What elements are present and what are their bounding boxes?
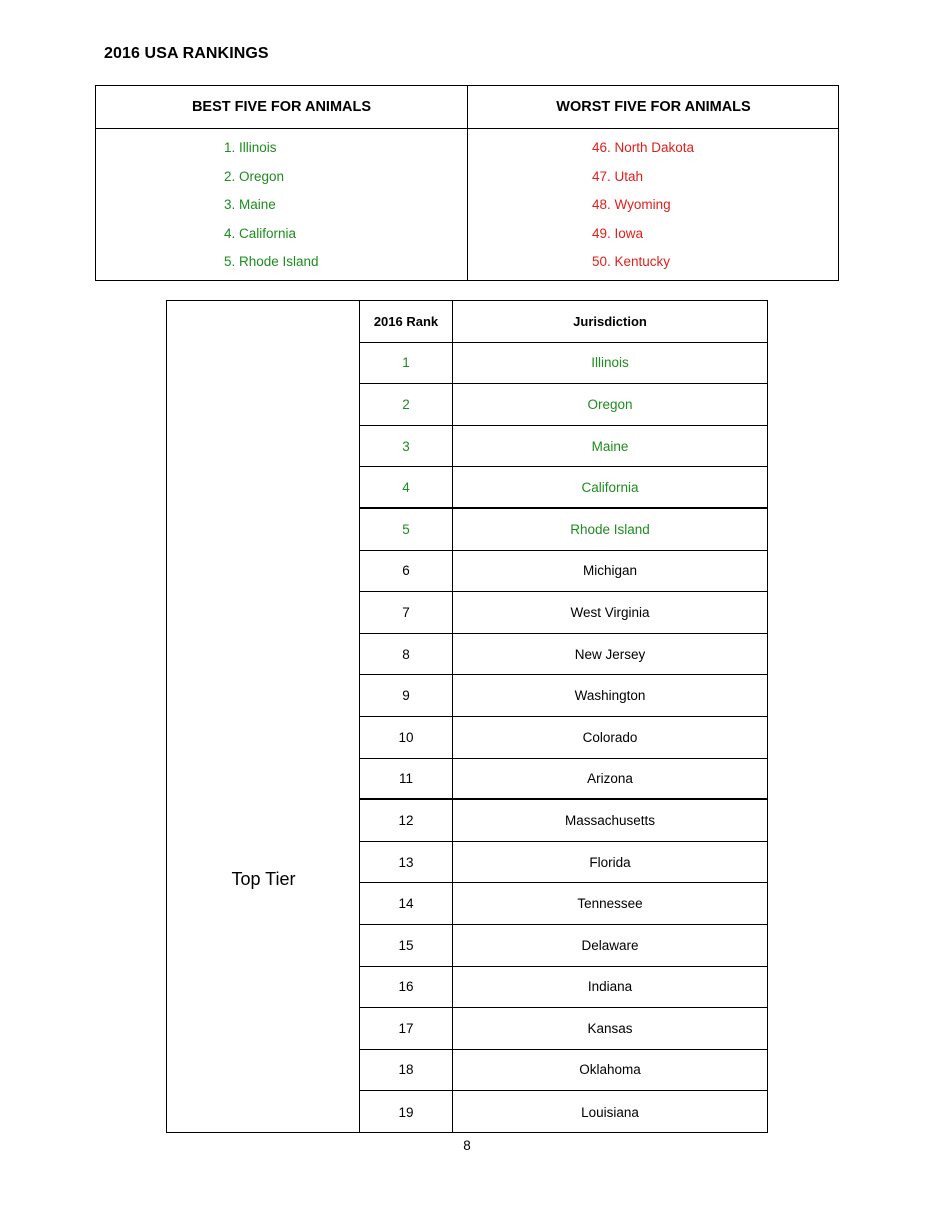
rank-cell: 10 (360, 717, 453, 758)
table-row (360, 1008, 767, 1050)
rank-cell: 9 (360, 675, 453, 716)
rank-cell: 5 (360, 509, 453, 550)
table-row (360, 967, 767, 1009)
rank-cell: 2 (360, 384, 453, 425)
table-row (360, 883, 767, 925)
jurisdiction-cell: Massachusetts (564, 812, 656, 828)
table-row (360, 1050, 767, 1092)
jurisdiction-cell: Indiana (587, 979, 633, 995)
best-item: 2. Oregon (224, 168, 285, 184)
jurisdiction-column-header: Jurisdiction (573, 313, 647, 329)
table-row (360, 426, 767, 468)
rank-cell: 7 (360, 592, 453, 633)
table-row (360, 551, 767, 593)
rank-cell: 14 (360, 883, 453, 924)
table-row (360, 509, 767, 551)
table-row (360, 1091, 767, 1133)
jurisdiction-cell: Washington (574, 688, 646, 704)
rank-cell: 13 (360, 842, 453, 883)
jurisdiction-cell: Rhode Island (570, 521, 650, 537)
jurisdiction-cell: Oregon (587, 396, 633, 412)
table-row (360, 634, 767, 676)
rank-cell: 18 (360, 1050, 453, 1091)
best-worst-summary-table (95, 85, 839, 281)
rankings-table (166, 300, 768, 1133)
table-row (360, 592, 767, 634)
worst-item: 48. Wyoming (592, 197, 671, 213)
jurisdiction-cell: Colorado (582, 729, 638, 745)
worst-item: 50. Kentucky (592, 254, 671, 270)
worst-item: 46. North Dakota (592, 140, 695, 155)
rank-cell: 15 (360, 925, 453, 966)
jurisdiction-cell: Illinois (591, 355, 629, 371)
jurisdiction-cell: Delaware (581, 937, 639, 953)
table-row (360, 925, 767, 967)
table-row (360, 467, 767, 509)
rank-cell: 6 (360, 551, 453, 592)
page-number: 8 (463, 1138, 471, 1153)
header-divider (96, 128, 838, 129)
rank-column-header: 2016 Rank (360, 301, 453, 342)
rank-cell: 8 (360, 634, 453, 675)
rank-cell: 12 (360, 800, 453, 841)
rankings-grid (360, 301, 767, 1133)
jurisdiction-cell: Kansas (587, 1020, 633, 1036)
worst-item: 49. Iowa (592, 225, 644, 241)
worst-five-header: WORST FIVE FOR ANIMALS (556, 99, 751, 115)
jurisdiction-cell: West Virginia (570, 604, 650, 620)
page-title: 2016 USA RANKINGS (104, 45, 269, 62)
tier-cell (167, 301, 360, 1132)
jurisdiction-cell: New Jersey (574, 646, 646, 662)
best-item: 5. Rhode Island (224, 254, 319, 270)
worst-five-list (592, 139, 694, 282)
jurisdiction-cell: Arizona (587, 770, 633, 786)
rank-cell: 4 (360, 467, 453, 507)
table-row (360, 343, 767, 385)
jurisdiction-cell: Tennessee (577, 896, 643, 912)
best-item: 1. Illinois (224, 140, 277, 155)
best-item: 3. Maine (224, 197, 276, 213)
rank-cell: 17 (360, 1008, 453, 1049)
table-row (360, 759, 767, 801)
best-five-header: BEST FIVE FOR ANIMALS (191, 99, 372, 115)
table-row (360, 717, 767, 759)
best-five-list (224, 139, 319, 282)
table-row (360, 800, 767, 842)
jurisdiction-cell: Louisiana (581, 1104, 639, 1120)
jurisdiction-cell: Oklahoma (579, 1062, 641, 1078)
rank-cell: 3 (360, 426, 453, 467)
rank-cell: 19 (360, 1091, 453, 1133)
jurisdiction-cell: Florida (589, 854, 631, 870)
worst-item: 47. Utah (592, 168, 644, 184)
table-header-row (360, 301, 767, 343)
best-item: 4. California (224, 225, 297, 241)
jurisdiction-cell: Maine (591, 438, 629, 454)
rank-cell: 11 (360, 759, 453, 799)
table-row (360, 384, 767, 426)
rank-cell: 16 (360, 967, 453, 1008)
rank-cell: 1 (360, 343, 453, 384)
table-row (360, 675, 767, 717)
jurisdiction-cell: Michigan (582, 563, 638, 579)
jurisdiction-cell: California (581, 479, 639, 495)
table-row (360, 842, 767, 884)
tier-label: Top Tier (231, 869, 296, 889)
